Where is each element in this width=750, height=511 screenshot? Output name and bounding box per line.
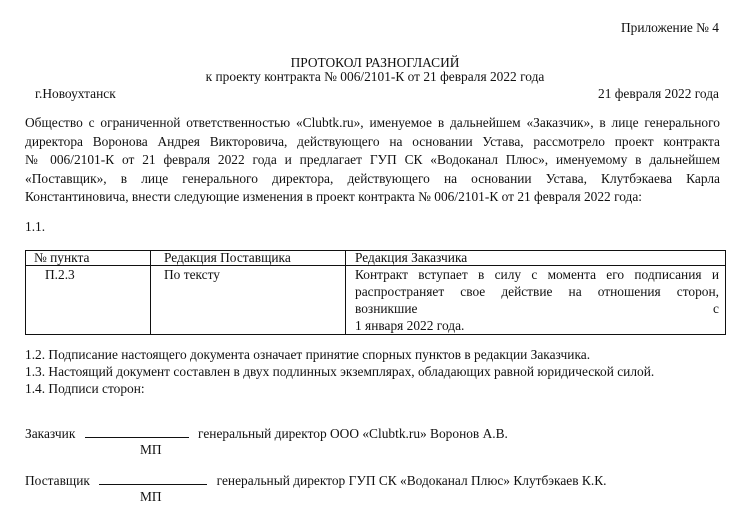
- table-header-row: [26, 251, 726, 266]
- clause-1-4: 1.4. Подписи сторон:: [25, 381, 145, 396]
- customer-line: 1 января 2022 года.: [355, 318, 465, 333]
- supplier-signature-blank: [99, 473, 207, 485]
- annex-label: Приложение № 4: [620, 20, 719, 35]
- customer-line: Контракт вступает в силу с момента его подписания и: [355, 267, 719, 282]
- intro-line: Общество с ограниченной ответственностью «Clubtk.ru», именуемое в дальнейшем «Заказчик», в лице генерального: [25, 115, 720, 130]
- customer-stamp: МП: [140, 442, 162, 457]
- supplier-signature-line: [25, 472, 606, 491]
- intro-paragraph: [25, 114, 720, 207]
- intro-line: Константиновича, внести следующие изменения в проект контракта № 006/2101-К от 21 февраля 2022 года:: [25, 189, 643, 204]
- intro-line: директора Воронова Андрея Викторовича, действующего на основании Устава, рассмотрело проект контракта: [25, 133, 720, 149]
- header-customer: Редакция Заказчика: [346, 251, 726, 266]
- intro-line: № 006/2101-К от 21 февраля 2022 года и предлагает ГУП СК «Водоканал Плюс», именуемому в дальнейшем: [25, 152, 720, 167]
- section-number: 1.1.: [25, 219, 46, 234]
- disagreement-table: [25, 250, 726, 335]
- customer-label: Заказчик: [25, 426, 76, 441]
- cell-customer: [346, 266, 726, 335]
- supplier-signatory: генеральный директор ГУП СК «Водоканал Плюс» Клутбэкаев К.К.: [216, 473, 607, 488]
- document-title: ПРОТОКОЛ РАЗНОГЛАСИЙ: [290, 55, 460, 70]
- supplier-label: Поставщик: [25, 473, 90, 488]
- header-supplier: Редакция Поставщика: [151, 251, 346, 266]
- customer-signature-line: [25, 425, 508, 444]
- supplier-stamp: МП: [140, 489, 162, 504]
- cell-point: П.2.3: [26, 266, 151, 335]
- customer-signature-blank: [85, 426, 189, 438]
- customer-signatory: генеральный директор ООО «Clubtk.ru» Воронов А.В.: [198, 426, 508, 441]
- header-point: № пункта: [26, 251, 151, 266]
- intro-line: «Поставщик», в лице генерального директора, действующего на основании Устава, Клутбэкаева Карла: [25, 170, 720, 186]
- clause-1-3: 1.3. Настоящий документ составлен в двух подлинных экземплярах, обладающих равной юридической силой.: [25, 364, 655, 379]
- table-row: [26, 266, 726, 335]
- cell-supplier: По тексту: [151, 266, 346, 335]
- customer-line: распространяет свое действие на отношения сторон, возникшие с: [355, 284, 719, 316]
- document-subtitle: к проекту контракта № 006/2101-К от 21 февраля 2022 года: [205, 69, 545, 84]
- document-date: 21 февраля 2022 года: [598, 86, 719, 101]
- city: г.Новоухтанск: [35, 86, 116, 101]
- clause-1-2: 1.2. Подписание настоящего документа означает принятие спорных пунктов в редакции Заказчика.: [25, 347, 591, 362]
